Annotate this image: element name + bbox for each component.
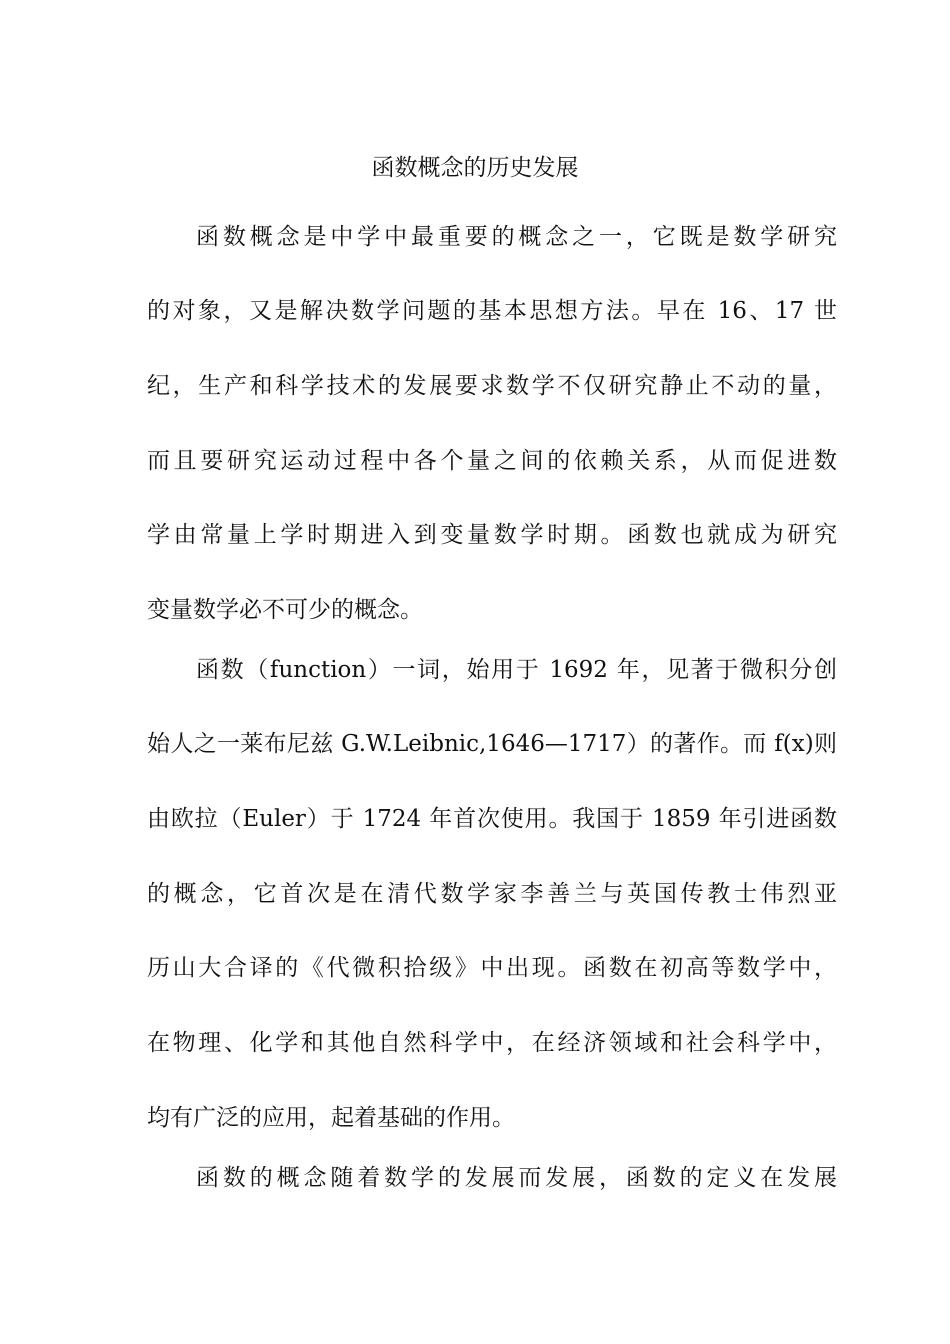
document-title: 函数概念的历史发展 <box>371 155 579 181</box>
paragraph-2-line-3: 由欧拉（Euler）于 1724 年首次使用。我国于 1859 年引进函数 <box>147 806 837 832</box>
paragraph-2-line-7: 均有广泛的应用，起着基础的作用。 <box>147 1105 515 1131</box>
paragraph-1-line-4: 而且要研究运动过程中各个量之间的依赖关系，从而促进数 <box>147 448 837 474</box>
paragraph-2-line-5: 历山大合译的《代微积拾级》中出现。函数在初高等数学中， <box>147 955 837 981</box>
paragraph-1-line-5: 学由常量上学时期进入到变量数学时期。函数也就成为研究 <box>147 522 837 548</box>
paragraph-1-line-6: 变量数学必不可少的概念。 <box>147 597 423 623</box>
paragraph-2-line-2: 始人之一莱布尼兹 G.W.Leibnic,1646—1717）的著作。而 f(x)则 <box>147 731 837 757</box>
paragraph-1-line-2: 的对象，又是解决数学问题的基本思想方法。早在 16、17 世 <box>147 298 837 324</box>
paragraph-2-line-1: 函数（function）一词，始用于 1692 年，见著于微积分创 <box>196 657 837 683</box>
paragraph-2-line-6: 在物理、化学和其他自然科学中，在经济领域和社会科学中， <box>147 1030 837 1056</box>
paragraph-2-line-4: 的概念，它首次是在清代数学家李善兰与英国传教士伟烈亚 <box>147 881 837 907</box>
paragraph-3-line-1: 函数的概念随着数学的发展而发展，函数的定义在发展 <box>196 1165 837 1191</box>
paragraph-1-line-3: 纪，生产和科学技术的发展要求数学不仅研究静止不动的量， <box>147 373 837 399</box>
paragraph-1-line-1: 函数概念是中学中最重要的概念之一，它既是数学研究 <box>196 224 837 250</box>
